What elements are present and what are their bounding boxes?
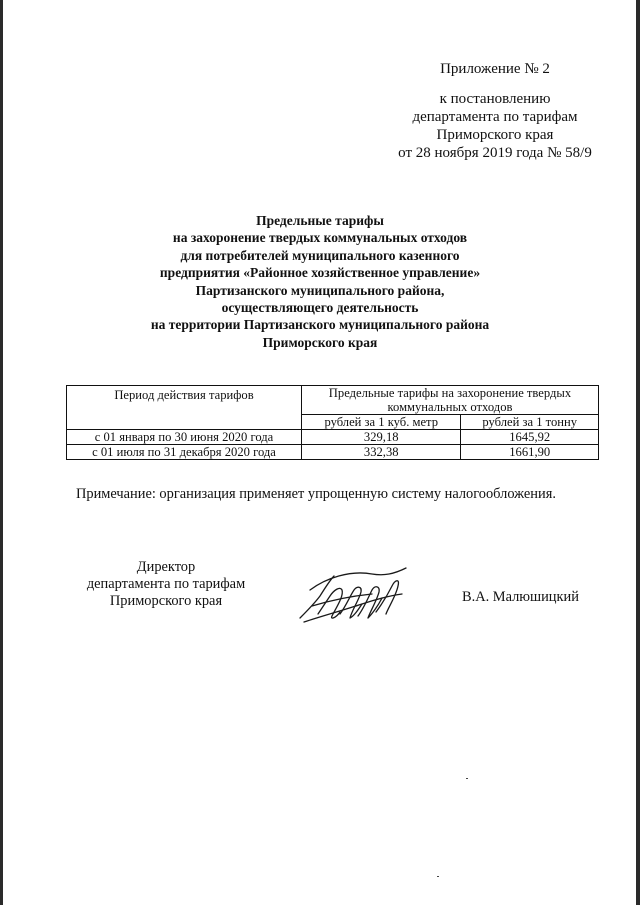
handwritten-signature [292, 566, 417, 631]
period-header: Период действия тарифов [67, 386, 302, 430]
scan-speck [466, 778, 468, 779]
title-line: Предельные тарифы [256, 213, 384, 228]
appendix-line: Приморского края [436, 127, 554, 143]
title-line: Приморского края [262, 334, 378, 350]
title-line: на территории Партизанского муниципального района [150, 317, 490, 333]
tariff-ton-cell: 1661,90 [461, 445, 599, 460]
signer-title-line: Директор [136, 559, 196, 575]
tariff-m3-cell: 329,18 [302, 430, 461, 445]
unit-header-ton: рублей за 1 тонну [461, 415, 599, 430]
title-line: Партизанского муниципального района, [195, 282, 445, 298]
signer-title-line: департамента по тарифам [86, 576, 246, 592]
tariff-header: Предельные тарифы на захоронение твердых коммунальных отходов [302, 386, 599, 415]
document-title [60, 212, 580, 351]
tariff-ton-cell: 1645,92 [461, 430, 599, 445]
scan-edge-right [636, 0, 640, 905]
title-line: на захоронение твердых коммунальных отходов [172, 230, 468, 246]
appendix-line: к постановлению [439, 91, 551, 107]
table-row [67, 430, 599, 445]
signer-title-line: Приморского края [109, 593, 223, 609]
period-cell: с 01 июля по 31 декабря 2020 года [67, 445, 302, 460]
table-row [67, 445, 599, 460]
scan-speck [437, 876, 439, 877]
appendix-title: Приложение № 2 [440, 61, 550, 77]
unit-header-m3: рублей за 1 куб. метр [302, 415, 461, 430]
signer-name: В.А. Малюшицкий [462, 589, 579, 605]
appendix-block [360, 60, 630, 162]
scan-edge-left [0, 0, 3, 905]
appendix-line: департамента по тарифам [412, 109, 578, 125]
tariff-table [66, 385, 599, 460]
appendix-line: от 28 ноября 2019 года № 58/9 [398, 145, 592, 161]
period-cell: с 01 января по 30 июня 2020 года [67, 430, 302, 445]
signer-title [76, 559, 256, 610]
table-header-row [67, 386, 599, 415]
tariff-m3-cell: 332,38 [302, 445, 461, 460]
title-line: предприятия «Районное хозяйственное управление» [159, 265, 481, 281]
title-line: для потребителей муниципального казенного [180, 247, 460, 263]
title-line: осуществляющего деятельность [221, 300, 419, 316]
note-text: Примечание: организация применяет упрощенную систему налогообложения. [76, 486, 556, 502]
